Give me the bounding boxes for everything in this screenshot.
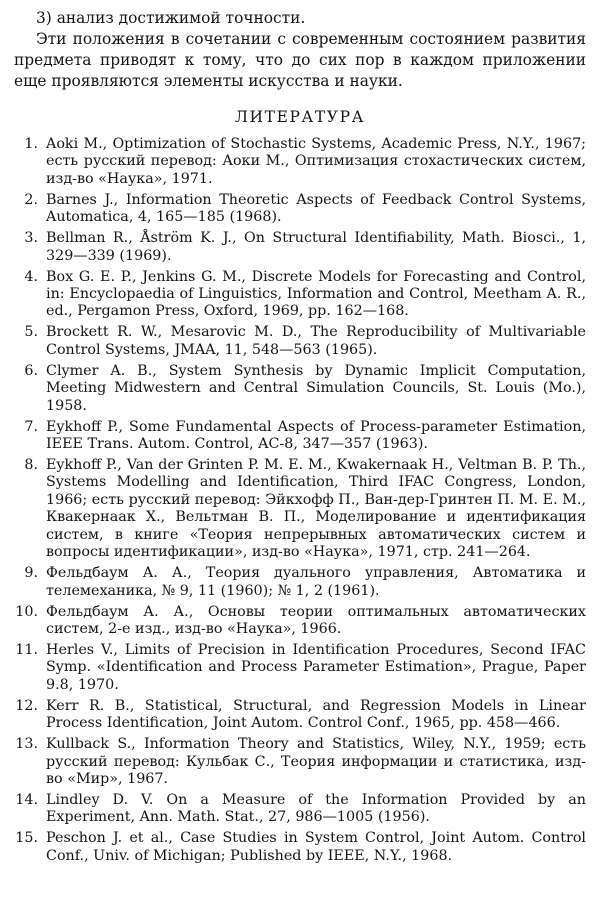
reference-number: 5. [24, 324, 38, 341]
reference-number: 4. [24, 268, 38, 285]
reference-number: 2. [24, 191, 38, 208]
reference-text: Box G. E. P., Jenkins G. M., Discrete Models for Forecasting and Control, in: Encyclopaedia of Linguistics, Information and Control, Meetham A. R., ed., Pergamon Press, Oxford, 1969, pp. 162—168. [46, 268, 586, 320]
reference-text: Herles V., Limits of Precision in Identification Procedures, Second IFAC Symp. «Identification and Process Parameter Estimation», Prague, Paper 9.8, 1970. [46, 641, 586, 693]
reference-item [14, 457, 586, 561]
reference-number: 8. [24, 457, 38, 474]
reference-item [14, 419, 586, 454]
reference-item [14, 565, 586, 600]
reference-text: Lindley D. V. On a Measure of the Information Provided by an Experiment, Ann. Math. Stat., 27, 986—1005 (1956). [46, 791, 586, 826]
reference-text: Brockett R. W., Mesarovic M. D., The Reproducibility of Multivariable Control Systems, JMAA, 11, 548—563 (1965). [46, 324, 586, 358]
reference-item [14, 136, 586, 188]
reference-item [14, 363, 586, 415]
reference-text: Kerr R. B., Statistical, Structural, and Regression Models in Linear Process Identification, Joint Autom. Control Conf., 1965, pp. 458—466. [46, 697, 586, 732]
reference-text: Bellman R., Åström K. J., On Structural Identifiability, Math. Biosci., 1, 329—339 (1969). [46, 230, 586, 264]
reference-item [14, 792, 586, 827]
reference-number: 15. [15, 830, 38, 847]
reference-text: Eykhoff P., Van der Grinten P. M. E. M., Kwakernaak H., Veltman B. P. Th., Systems Modelling and Identification, Third IFAC Congress, London, 1966; есть русский перевод: Эйкхофф П., Ван-дер-Гринтен П. М. Е. М., Квакернаак Х., Вельтман В. П., Моделирование и идентификация систем, в книге «Теория непрерывных автоматических систем и вопросы идентификации», изд-во «Наука», 1971, стр. 241—264. [46, 457, 586, 561]
reference-text: Kullback S., Information Theory and Statistics, Wiley, N.Y., 1959; есть русский перевод: Кульбак С., Теория информации и статистика, изд-во «Мир», 1967. [46, 736, 586, 787]
reference-text: Eykhoff P., Some Fundamental Aspects of Process-parameter Estimation, IEEE Trans. Autom. Control, AC-8, 347—357 (1963). [46, 418, 586, 453]
reference-item [14, 192, 586, 227]
reference-item [14, 230, 586, 265]
reference-text: Peschon J. et al., Case Studies in System Control, Joint Autom. Control Conf., Univ. of Michigan; Published by IEEE, N.Y., 1968. [46, 830, 586, 864]
references-heading: ЛИТЕРАТУРА [235, 108, 365, 126]
reference-text: Clymer A. B., System Synthesis by Dynamic Implicit Computation, Meeting Midwestern and Central Simulation Councils, St. Louis (Mo.), 1958. [46, 362, 586, 414]
reference-text: Фельдбаум А. А., Основы теории оптимальных автоматических систем, 2-е изд., изд-во «Наука», 1966. [46, 603, 586, 637]
reference-number: 11. [15, 641, 38, 658]
reference-number: 13. [15, 736, 38, 753]
reference-number: 3. [24, 230, 38, 247]
reference-number: 14. [15, 791, 38, 808]
reference-list [14, 136, 586, 865]
reference-item [14, 830, 586, 865]
reference-item [14, 324, 586, 359]
reference-text: Aoki M., Optimization of Stochastic Systems, Academic Press, N.Y., 1967; есть русский перевод: Аоки М., Оптимизация стохастических систем, изд-во «Наука», 1971. [46, 136, 586, 187]
reference-item [14, 736, 586, 788]
reference-number: 9. [24, 565, 38, 582]
reference-number: 12. [15, 697, 38, 714]
reference-item [14, 698, 586, 733]
reference-text: Фельдбаум А. А., Теория дуального управления, Автоматика и телемеханика, № 9, 11 (1960); № 1, 2 (1961). [46, 565, 586, 599]
reference-text: Barnes J., Information Theoretic Aspects of Feedback Control Systems, Automatica, 4, 165—185 (1968). [46, 191, 586, 226]
reference-number: 1. [24, 136, 38, 152]
reference-item [14, 604, 586, 639]
reference-number: 6. [24, 362, 38, 379]
reference-item [14, 642, 586, 694]
reference-number: 10. [15, 603, 38, 620]
intro-section [14, 8, 586, 92]
reference-number: 7. [24, 418, 38, 435]
intro-paragraph: Эти положения в сочетании с современным состоянием развития предмета приводят к тому, что до сих пор в каждом приложении еще проявляются элементы искусства и науки. [14, 30, 586, 90]
reference-item [14, 269, 586, 321]
intro-list-item-3: 3) анализ достижимой точности. [36, 9, 306, 27]
